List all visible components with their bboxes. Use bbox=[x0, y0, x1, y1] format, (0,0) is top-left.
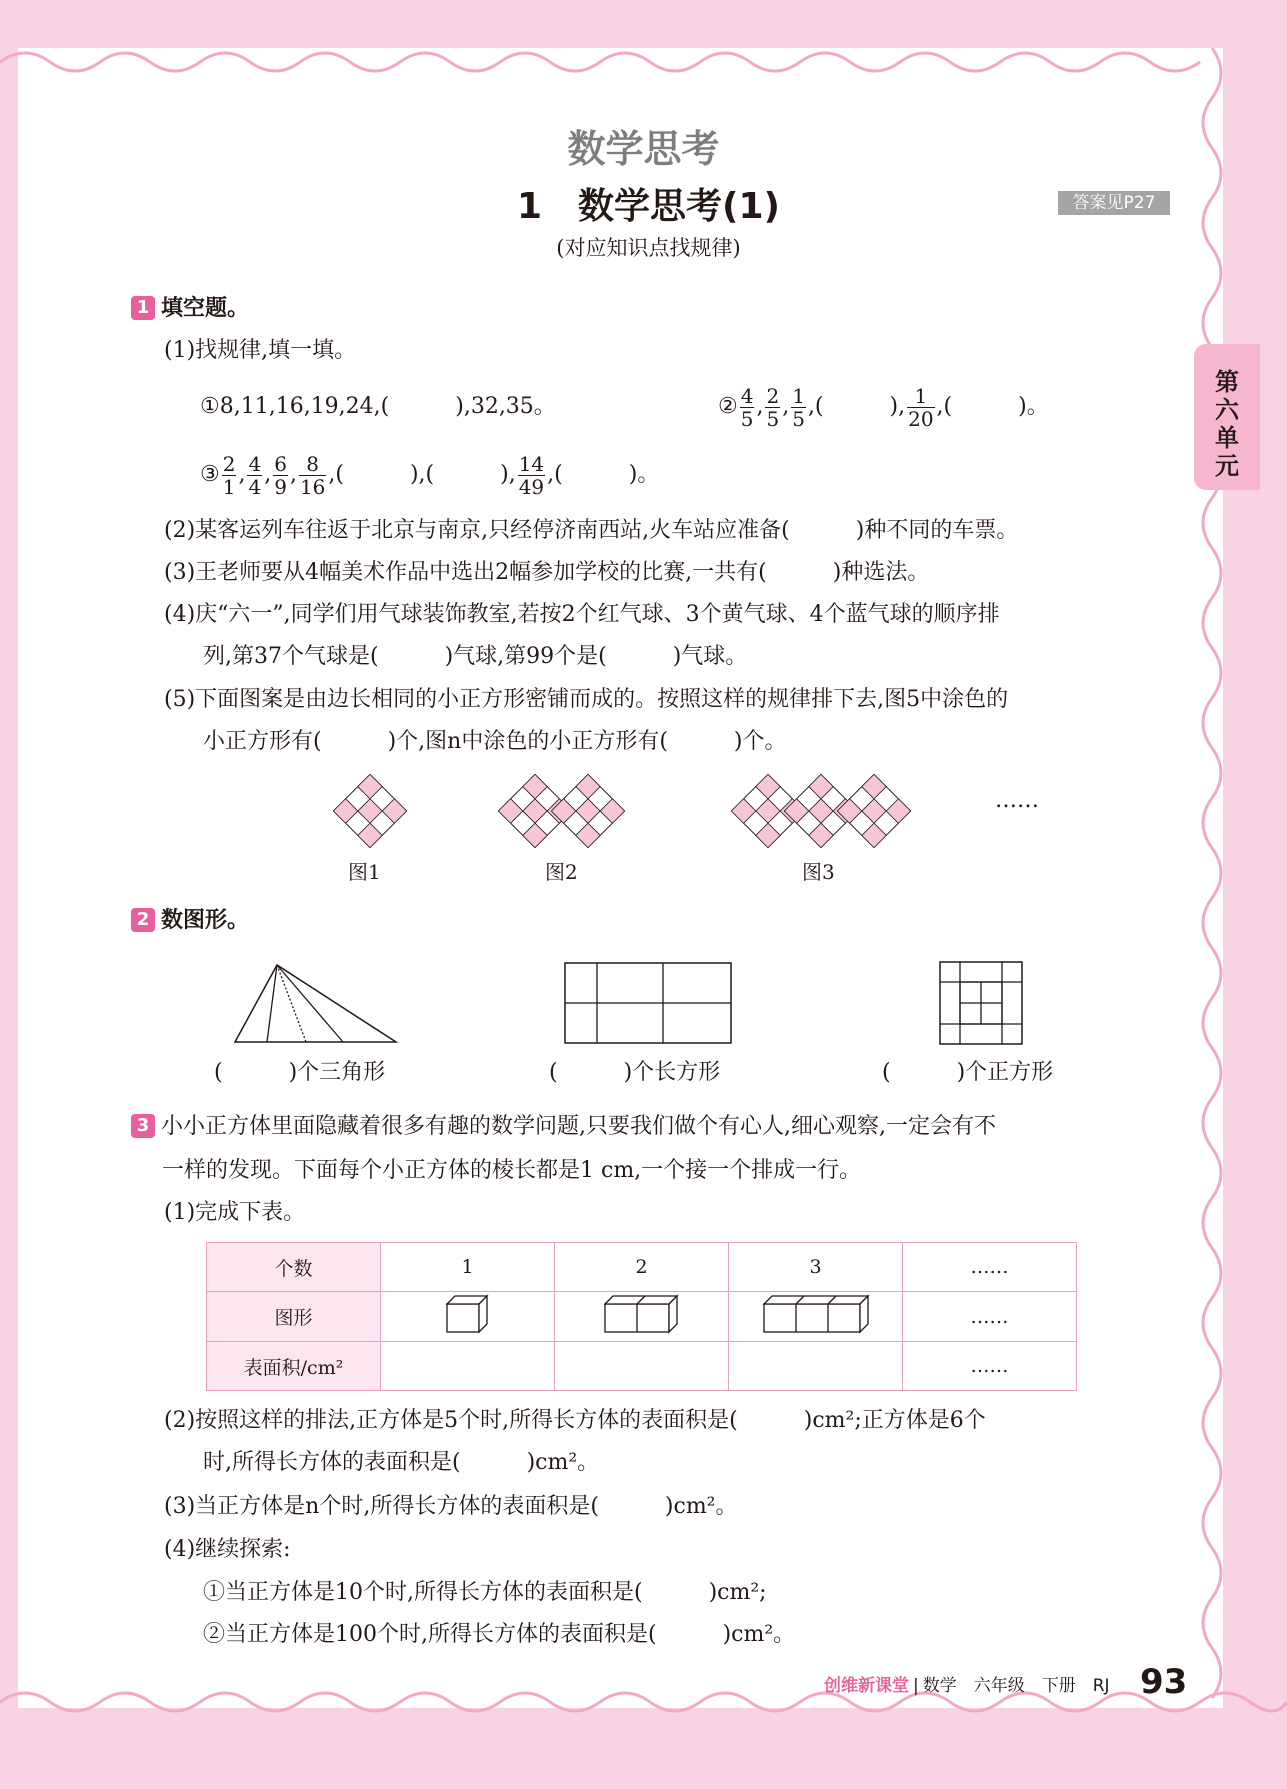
q1-part5-line2: 小正方形有( )个,图n中涂色的小正方形有( )个。 bbox=[203, 729, 787, 754]
q1-number-badge: 1 bbox=[131, 296, 155, 320]
count-cell: 2 bbox=[555, 1243, 729, 1292]
sequence-1: ①8,11,16,19,24,( ),32,35。 bbox=[200, 394, 556, 419]
side-tab-char: 单 bbox=[1215, 424, 1239, 452]
shape-ellipsis-cell: …… bbox=[903, 1292, 1077, 1342]
q3-part3: (3)当正方体是n个时,所得长方体的表面积是( )cm²。 bbox=[164, 1494, 738, 1519]
q1-part5-line1: (5)下面图案是由边长相同的小正方形密铺而成的。按照这样的规律排下去,图5中涂色的 bbox=[164, 687, 1009, 712]
figure-3-label: 图3 bbox=[802, 860, 835, 884]
row-header-area: 表面积/cm² bbox=[207, 1342, 381, 1391]
row-header-count: 个数 bbox=[207, 1243, 381, 1292]
rectangle-count-answer: ( )个长方形 bbox=[549, 1060, 721, 1085]
q3-part2-line1: (2)按照这样的排法,正方体是5个时,所得长方体的表面积是( )cm²;正方体是6个 bbox=[164, 1408, 986, 1433]
q3-part4-a: ①当正方体是10个时,所得长方体的表面积是( )cm²; bbox=[203, 1580, 767, 1605]
side-tab-char: 元 bbox=[1215, 452, 1239, 480]
figure-2-pattern bbox=[498, 774, 624, 847]
shape-cell bbox=[555, 1292, 729, 1342]
rectangle-grid-figure bbox=[562, 960, 734, 1046]
area-ellipsis-cell: …… bbox=[903, 1342, 1077, 1391]
shape-cell bbox=[729, 1292, 903, 1342]
three-cube-drawing bbox=[760, 1292, 872, 1336]
q1-part3: (3)王老师要从4幅美术作品中选出2幅参加学校的比赛,一共有( )种选法。 bbox=[164, 560, 930, 585]
q3-number-badge: 3 bbox=[131, 1114, 155, 1138]
figure-1-label: 图1 bbox=[348, 860, 381, 884]
sequence-2: ② $\frac{4}{5}$ , $\frac{2}{5}$ , $\frac{1}{5}$ ,( ), $\frac{1}{20}$ ,( )。 bbox=[718, 383, 1049, 431]
q3-intro-line1 bbox=[131, 1112, 996, 1142]
shape-cell bbox=[381, 1292, 555, 1342]
tile-pattern-figures bbox=[326, 768, 926, 854]
sequence-2-blank: ,( )。 bbox=[936, 394, 1049, 419]
fraction: $\frac{14}{49}$ bbox=[518, 451, 545, 499]
fraction: $\frac{4}{4}$ bbox=[248, 451, 262, 499]
fraction: $\frac{2}{1}$ bbox=[222, 451, 236, 499]
q1-part4-line1: (4)庆“六一”,同学们用气球装饰教室,若按2个红气球、3个黄气球、4个蓝气球的顺序排 bbox=[164, 602, 1000, 627]
table-row-shape bbox=[207, 1292, 1077, 1342]
table-row-area bbox=[207, 1342, 1077, 1391]
q2-title: 数图形。 bbox=[161, 908, 250, 933]
answer-reference-tag: 答案见P27 bbox=[1058, 191, 1170, 215]
q2-heading bbox=[131, 906, 249, 936]
q3-part4-b: ②当正方体是100个时,所得长方体的表面积是( )cm²。 bbox=[203, 1622, 796, 1647]
count-cell: …… bbox=[903, 1243, 1077, 1292]
q3-intro-line2: 一样的发现。下面每个小正方体的棱长都是1 cm,一个接一个排成一行。 bbox=[162, 1158, 862, 1183]
area-cell[interactable] bbox=[729, 1342, 903, 1391]
count-cell: 3 bbox=[729, 1243, 903, 1292]
sequence-2-blank: ,( ), bbox=[807, 394, 906, 419]
footer-book-info: 数学 六年级 下册 RJ bbox=[922, 1676, 1110, 1696]
fraction: $\frac{6}{9}$ bbox=[274, 451, 287, 499]
sequence-2-label: ② bbox=[718, 394, 738, 419]
q1-part4-line2: 列,第37个气球是( )气球,第99个是( )气球。 bbox=[203, 644, 748, 669]
sequence-3: ③ $\frac{2}{1}$ , $\frac{4}{4}$ , $\frac{6}{9}$ , $\frac{8}{16}$ ,( ),( ), $\frac{14}{49}$ ,( )。 bbox=[200, 451, 660, 499]
q2-number-badge: 2 bbox=[131, 908, 155, 932]
triangle-figure bbox=[230, 960, 400, 1046]
square-count-answer: ( )个正方形 bbox=[882, 1060, 1054, 1085]
q1-part1-title: (1)找规律,填一填。 bbox=[164, 338, 357, 363]
cube-table bbox=[206, 1242, 1077, 1391]
figure-3-pattern bbox=[731, 774, 910, 847]
footer-brand: 创维新课堂 bbox=[824, 1676, 909, 1696]
q3-intro-text: 小小正方体里面隐藏着很多有趣的数学问题,只要我们做个有心人,细心观察,一定会有不 bbox=[161, 1114, 996, 1139]
q3-part1-title: (1)完成下表。 bbox=[164, 1200, 306, 1225]
row-header-shape: 图形 bbox=[207, 1292, 381, 1342]
lesson-title: 1 数学思考(1) bbox=[516, 186, 780, 227]
one-cube-drawing bbox=[443, 1292, 493, 1336]
sequence-3-blank: ,( )。 bbox=[547, 462, 660, 487]
area-cell[interactable] bbox=[381, 1342, 555, 1391]
q1-part2: (2)某客运列车往返于北京与南京,只经停济南西站,火车站应准备( )种不同的车票。 bbox=[164, 518, 1019, 543]
fraction: $\frac{1}{20}$ bbox=[908, 383, 934, 431]
fraction: $\frac{4}{5}$ bbox=[740, 383, 754, 431]
figure-2-label: 图2 bbox=[545, 860, 578, 884]
fraction: $\frac{2}{5}$ bbox=[766, 383, 780, 431]
area-cell[interactable] bbox=[555, 1342, 729, 1391]
q1-title: 填空题。 bbox=[161, 296, 250, 321]
triangle-count-answer: ( )个三角形 bbox=[214, 1060, 386, 1085]
page-number: 93 bbox=[1140, 1662, 1188, 1702]
count-cell: 1 bbox=[381, 1243, 555, 1292]
unit-side-tab bbox=[1194, 344, 1260, 490]
two-cube-drawing bbox=[601, 1292, 683, 1336]
figure-1-pattern bbox=[333, 774, 406, 847]
q3-part4-title: (4)继续探索: bbox=[164, 1537, 291, 1562]
fraction: $\frac{8}{16}$ bbox=[299, 451, 326, 499]
q1-heading bbox=[131, 294, 249, 324]
footer-info: 创维新课堂 | 数学 六年级 下册 RJ bbox=[824, 1676, 1110, 1696]
sequence-3-label: ③ bbox=[200, 462, 220, 487]
fraction: $\frac{1}{5}$ bbox=[792, 383, 805, 431]
side-tab-char: 六 bbox=[1215, 396, 1239, 424]
lesson-subtitle: (对应知识点找规律) bbox=[556, 236, 741, 260]
side-tab-char: 第 bbox=[1215, 368, 1239, 396]
pattern-ellipsis: …… bbox=[995, 788, 1039, 813]
sequence-3-blank: ,( ),( ), bbox=[328, 462, 516, 487]
unit-title: 数学思考 bbox=[567, 127, 720, 171]
table-row-count bbox=[207, 1243, 1077, 1292]
q3-part2-line2: 时,所得长方体的表面积是( )cm²。 bbox=[203, 1450, 600, 1475]
square-grid-figure bbox=[936, 959, 1026, 1047]
